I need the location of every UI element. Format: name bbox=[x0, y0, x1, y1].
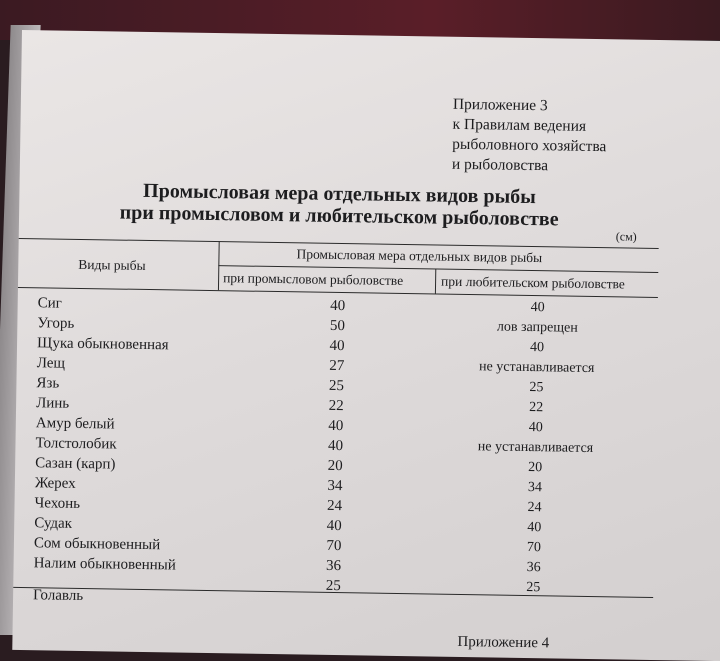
header-commercial: при промысловом рыболовстве bbox=[223, 270, 404, 289]
table-row-amateur: 25 bbox=[526, 579, 541, 596]
table-row-commercial: 70 bbox=[326, 537, 342, 555]
table-row-species: Судак bbox=[34, 515, 73, 532]
table-row-amateur: 40 bbox=[529, 340, 545, 356]
header-species: Виды рыбы bbox=[78, 256, 146, 273]
header-group: Промысловая мера отдельных видов рыбы bbox=[296, 246, 543, 266]
title-line-1: Промысловая мера отдельных видов рыбы bbox=[142, 179, 536, 209]
table-row-commercial: 36 bbox=[325, 557, 342, 575]
table-row-commercial: 20 bbox=[327, 457, 343, 475]
table-row-amateur: 20 bbox=[528, 460, 543, 476]
table-row-commercial: 40 bbox=[327, 437, 344, 455]
table-row-amateur: 24 bbox=[527, 500, 542, 516]
document-title bbox=[19, 178, 660, 232]
table-row-species: Язь bbox=[36, 375, 60, 392]
table-row-species: Налим обыкновенный bbox=[33, 555, 176, 574]
table-row-species: Голавль bbox=[32, 587, 84, 605]
table-row-species: Толстолобик bbox=[35, 435, 117, 453]
header-subdivider bbox=[435, 269, 436, 294]
table-row-commercial: 40 bbox=[326, 517, 342, 535]
appendix-line: рыболовного хозяйства bbox=[452, 135, 607, 156]
table-row-amateur: 34 bbox=[527, 480, 542, 496]
appendix-line: Приложение 3 bbox=[452, 95, 548, 115]
table-row-commercial: 22 bbox=[328, 397, 344, 415]
appendix-reference bbox=[452, 95, 607, 177]
table-row-species: Сазан (карп) bbox=[35, 455, 116, 473]
table-row-species: Линь bbox=[36, 395, 70, 412]
table-row-amateur: 40 bbox=[528, 420, 543, 436]
table-row-commercial: 27 bbox=[329, 357, 345, 375]
table-row-amateur: лов запрещен bbox=[496, 319, 578, 336]
table-row-amateur: 22 bbox=[529, 400, 544, 416]
table-row-amateur: не устанавливается bbox=[477, 439, 594, 457]
table-row-commercial: 34 bbox=[327, 477, 343, 495]
table-row-commercial: 40 bbox=[330, 297, 346, 315]
table-row-species: Лещ bbox=[36, 355, 66, 372]
table-row-commercial: 25 bbox=[328, 377, 345, 395]
table-row-amateur: 40 bbox=[527, 519, 542, 536]
header-amateur: при любительском рыболовстве bbox=[440, 273, 625, 292]
table-row-commercial: 25 bbox=[325, 577, 341, 595]
table-row-commercial: 40 bbox=[329, 337, 345, 355]
book-page bbox=[12, 30, 720, 661]
title-line-2: при промысловом и любительском рыболовстве bbox=[119, 201, 559, 231]
appendix-line: и рыболовства bbox=[451, 155, 549, 175]
table-row-amateur: 25 bbox=[529, 380, 544, 396]
table-row-species: Сиг bbox=[37, 295, 63, 312]
table-row-species: Угорь bbox=[37, 315, 75, 332]
table-row-species: Чехонь bbox=[34, 495, 81, 512]
next-appendix-heading: Приложение 4 bbox=[457, 633, 550, 652]
table-row-amateur: 70 bbox=[526, 539, 542, 556]
table-row-amateur: не устанавливается bbox=[478, 359, 595, 377]
table-row-species: Сом обыкновенный bbox=[33, 535, 161, 554]
table-row-amateur: 36 bbox=[526, 559, 541, 576]
table-row-commercial: 24 bbox=[326, 497, 343, 515]
table-row-commercial: 50 bbox=[329, 317, 346, 335]
appendix-line: к Правилам ведения bbox=[452, 115, 587, 135]
table-row-species: Жерех bbox=[34, 475, 76, 492]
unit-label: (см) bbox=[615, 229, 637, 244]
table-row-amateur: 40 bbox=[530, 300, 545, 316]
table-row-species: Амур белый bbox=[35, 415, 115, 433]
table-row-species: Щука обыкновенная bbox=[36, 335, 169, 354]
table-row-commercial: 40 bbox=[328, 417, 344, 435]
